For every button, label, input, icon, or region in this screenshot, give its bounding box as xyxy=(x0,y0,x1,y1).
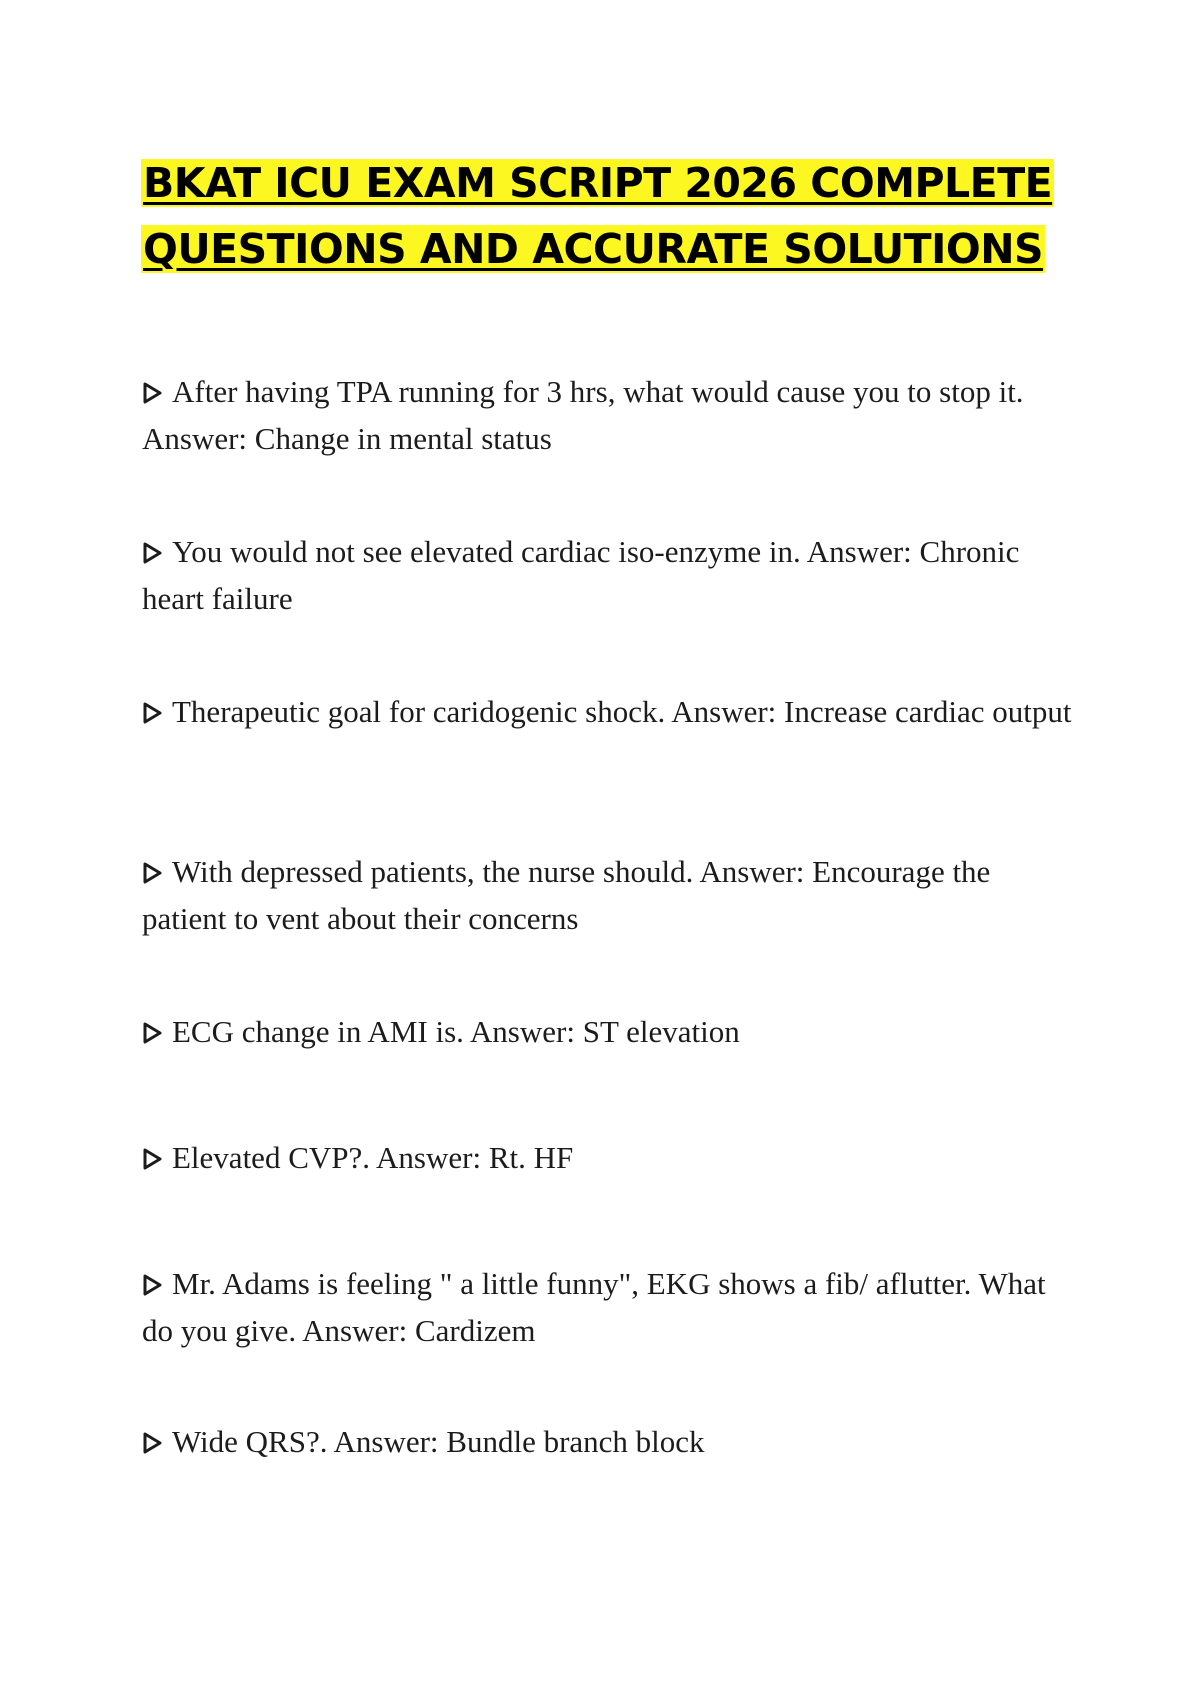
triangle-arrow-icon xyxy=(142,861,164,885)
qa-item-3 xyxy=(142,688,1082,735)
title-line-1 xyxy=(141,150,1061,216)
qa-text-2: You would not see elevated cardiac iso-enzyme in. Answer: Chronic heart failure xyxy=(142,534,1020,616)
qa-item-8 xyxy=(142,1418,1082,1465)
title-line-1-text: BKAT ICU EXAM SCRIPT 2026 COMPLETE xyxy=(143,159,1053,207)
qa-text-3: Therapeutic goal for caridogenic shock. Answer: Increase cardiac output xyxy=(172,694,1072,729)
qa-item-1 xyxy=(142,368,1082,462)
qa-text-8: Wide QRS?. Answer: Bundle branch block xyxy=(172,1424,705,1459)
title-line-2-text: QUESTIONS AND ACCURATE SOLUTIONS xyxy=(143,225,1044,273)
qa-item-2 xyxy=(142,528,1082,622)
triangle-arrow-icon xyxy=(142,541,164,565)
triangle-arrow-icon xyxy=(142,1273,164,1297)
qa-item-5 xyxy=(142,1008,1082,1055)
qa-item-6 xyxy=(142,1134,1082,1181)
document-title xyxy=(141,150,1061,282)
triangle-arrow-icon xyxy=(142,1431,164,1455)
triangle-arrow-icon xyxy=(142,1147,164,1171)
qa-text-7: Mr. Adams is feeling " a little funny", EKG shows a fib/ aflutter. What do you give. Answer: Cardizem xyxy=(142,1266,1046,1348)
qa-text-5: ECG change in AMI is. Answer: ST elevation xyxy=(172,1014,740,1049)
triangle-arrow-icon xyxy=(142,381,164,405)
triangle-arrow-icon xyxy=(142,701,164,725)
qa-item-4 xyxy=(142,848,1082,942)
qa-text-1: After having TPA running for 3 hrs, what would cause you to stop it. Answer: Change in mental status xyxy=(142,374,1024,456)
triangle-arrow-icon xyxy=(142,1021,164,1045)
title-line-2 xyxy=(141,216,1061,282)
qa-text-4: With depressed patients, the nurse should. Answer: Encourage the patient to vent about their concerns xyxy=(142,854,991,936)
qa-item-7 xyxy=(142,1260,1082,1354)
qa-text-6: Elevated CVP?. Answer: Rt. HF xyxy=(172,1140,574,1175)
